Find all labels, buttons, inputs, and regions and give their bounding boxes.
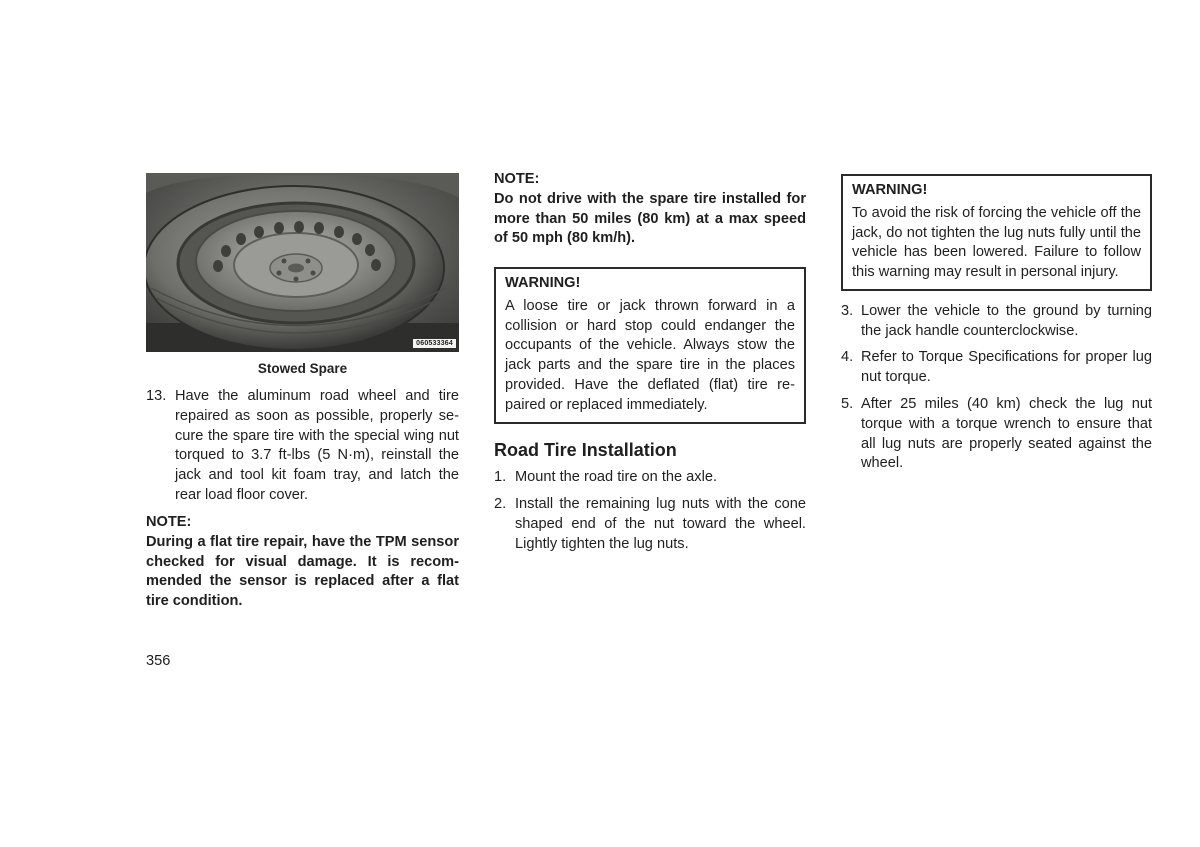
warning-box-middle [494,267,806,424]
spare-tire-illustration [146,173,459,352]
step-text: Refer to Torque Specifications for proper lug nut torque. [861,349,1152,385]
step-number: 4. [841,349,854,365]
figure-caption: Stowed Spare [257,361,348,376]
step-text: Have the aluminum road wheel and tire repaired as soon as possible, properly se- cure the spare tire with the special wing nut torqued to 3.7 ft-lbs (5 N·m), reinstall the jack and tool kit foam tray, and latch the rear load floor cover. [175,388,459,503]
warning-body: A loose tire or jack thrown forward in a collision or hard stop could endanger the occupants of the vehicle. Always stow the jack parts and the spare tire in the places provided. Have the deflated (flat) tire re- paired or replaced immediately. [505,297,795,413]
step-2 [494,495,806,554]
step-text: Install the remaining lug nuts with the cone shaped end of the nut toward the wheel. Lightly tighten the lug nuts. [515,496,806,552]
note-body: Do not drive with the spare tire installed for more than 50 miles (80 km) at a max speed of 50 mph (80 km/h). [494,190,806,247]
step-number: 3. [841,303,854,319]
step-text: Mount the road tire on the axle. [515,469,718,485]
step-4 [841,348,1152,388]
step-number: 13. [146,388,167,404]
page-number: 356 [146,653,171,669]
section-title: Road Tire Installation [494,440,677,460]
step-number: 2. [494,496,507,512]
step-number: 5. [841,396,854,412]
step-1 [494,468,806,488]
step-number: 1. [494,469,507,485]
note-heading: NOTE: [146,514,192,530]
note-heading: NOTE: [494,171,540,187]
warning-heading: WARNING! [852,182,928,198]
step-5 [841,395,1152,474]
warning-heading: WARNING! [505,275,581,291]
note-left [146,513,459,612]
stowed-spare-photo [146,173,459,352]
note-body: During a flat tire repair, have the TPM sensor checked for visual damage. It is recom- mended the sensor is replaced after a flat tire condition. [146,533,459,610]
step-3 [841,302,1152,342]
note-middle [494,170,806,249]
figure-id-label: 060533364 [413,339,456,348]
step-text: Lower the vehicle to the ground by turning the jack handle counterclockwise. [861,303,1152,339]
warning-box-right [841,174,1152,291]
step-text: After 25 miles (40 km) check the lug nut torque with a torque wrench to ensure that all lug nuts are properly seated against the wheel. [861,396,1152,472]
warning-body: To avoid the risk of forcing the vehicle off the jack, do not tighten the lug nuts fully until the vehicle has been lowered. Failure to follow this warning may result in personal injury. [852,204,1141,281]
step-13 [146,387,459,506]
